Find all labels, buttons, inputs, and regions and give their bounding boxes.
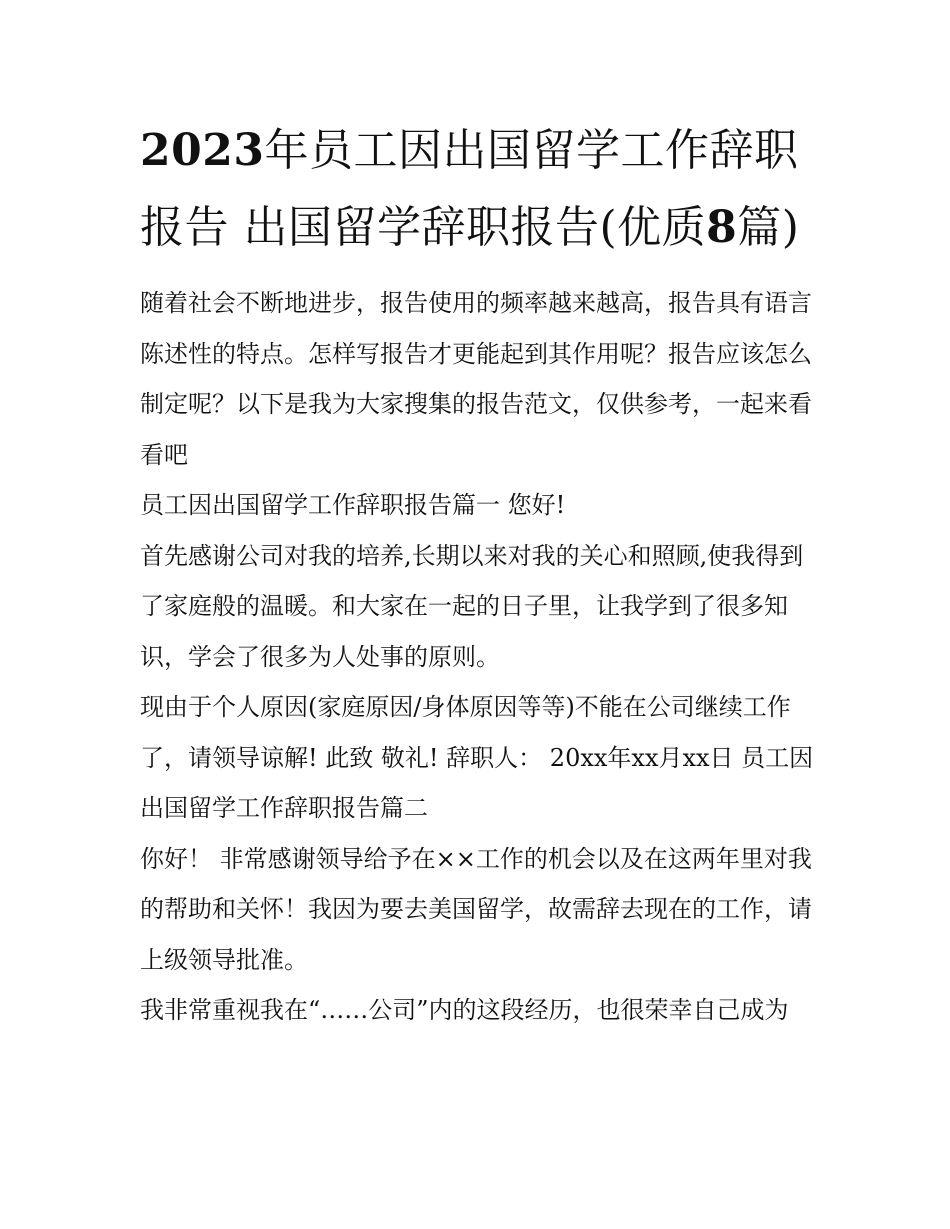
paragraph-intro: 随着社会不断地进步，报告使用的频率越来越高，报告具有语言陈述性的特点。怎样写报告才更能起到其作用呢？报告应该怎么制定呢？以下是我为大家搜集的报告范文，仅供参考，一起来看看吧 (140, 289, 812, 469)
paragraph-experience: 我非常重视我在“……公司”内的这段经历，也很荣幸自己成为 (140, 996, 789, 1024)
document-title: 2023年员工因出国留学工作辞职报告 出国留学辞职报告(优质8篇) (140, 125, 800, 253)
document-body (140, 112, 820, 1036)
paragraph-reason: 现由于个人原因(家庭原因/身体原因等等)不能在公司继续工作了，请领导谅解! 此致 敬礼! 辞职人： 20xx年xx月xx日 员工因出国留学工作辞职报告篇二 (140, 693, 814, 822)
paragraph-section-one-heading: 员工因出国留学工作辞职报告篇一 您好! (140, 491, 566, 519)
paragraph-thanks: 首先感谢公司对我的培养,长期以来对我的关心和照顾,使我得到了家庭般的温暖。和大家在一起的日子里，让我学到了很多知识，学会了很多为人处事的原则。 (140, 541, 804, 671)
paragraph-greeting-two: 你好！ 非常感谢领导给予在××工作的机会以及在这两年里对我的帮助和关怀！我因为要去美国留学，故需辞去现在的工作，请上级领导批准。 (140, 844, 812, 974)
